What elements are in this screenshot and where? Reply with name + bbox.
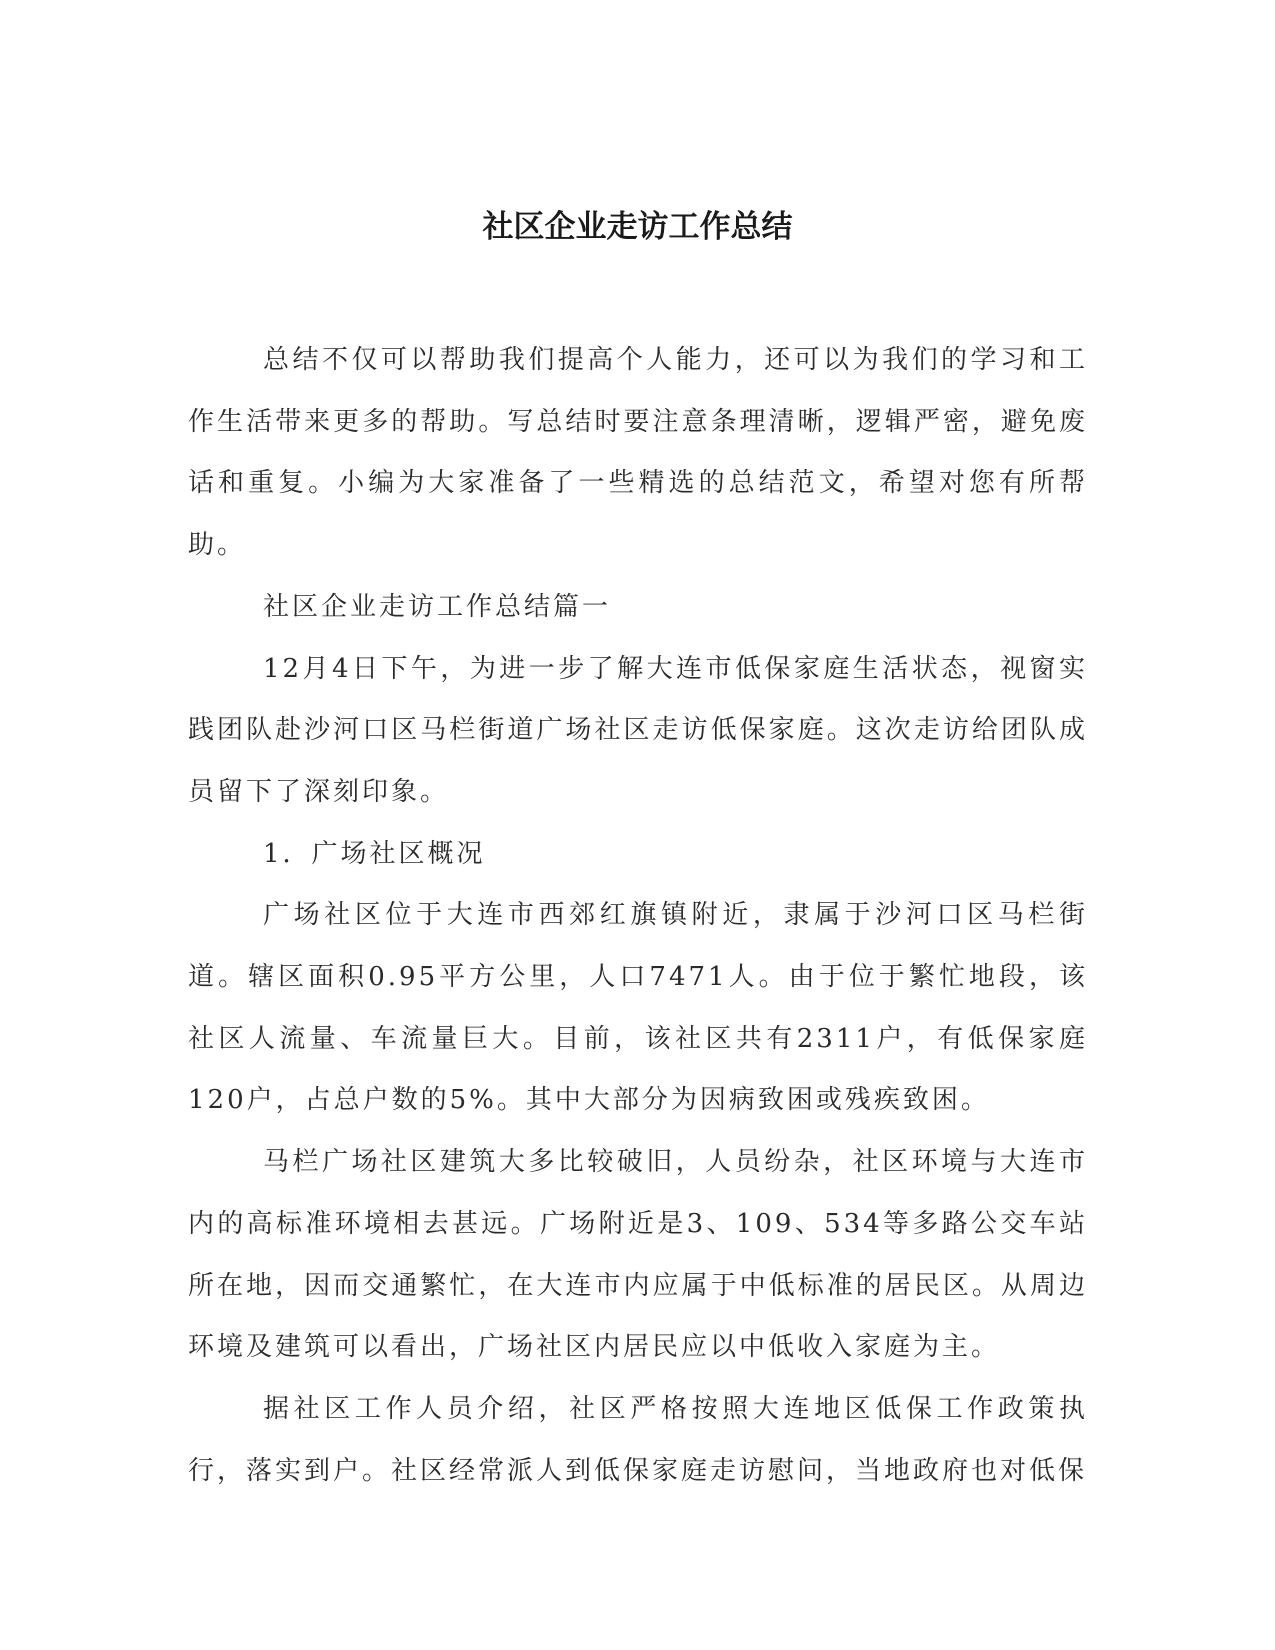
paragraph-visit: 12月4日下午，为进一步了解大连市低保家庭生活状态，视窗实践团队赴沙河口区马栏街道广场社区走访低保家庭。这次走访给团队成员留下了深刻印象。 <box>188 653 1088 807</box>
paragraph-policy: 据社区工作人员介绍，社区严格按照大连地区低保工作政策执行，落实到户。社区经常派人到低保家庭走访慰问，当地政府也对低保 <box>188 1393 1088 1486</box>
document-title: 社区企业走访工作总结 <box>482 209 793 245</box>
document-body <box>188 330 1088 1502</box>
paragraph-environment: 马栏广场社区建筑大多比较破旧，人员纷杂，社区环境与大连市内的高标准环境相去甚远。广场附近是3、109、534等多路公交车站所在地，因而交通繁忙，在大连市内应属于中低标准的居民区。从周边环境及建筑可以看出，广场社区内居民应以中低收入家庭为主。 <box>188 1147 1088 1363</box>
subsection-heading: 1．广场社区概况 <box>263 838 486 869</box>
paragraph-overview: 广场社区位于大连市西郊红旗镇附近，隶属于沙河口区马栏街道。辖区面积0.95平方公里，人口7471人。由于位于繁忙地段，该社区人流量、车流量巨大。目前，该社区共有2311户，有低保家庭120户，占总户数的5%。其中大部分为因病致困或残疾致困。 <box>188 900 1088 1116</box>
paragraph-intro: 总结不仅可以帮助我们提高个人能力，还可以为我们的学习和工作生活带来更多的帮助。写总结时要注意条理清晰，逻辑严密，避免废话和重复。小编为大家准备了一些精选的总结范文，希望对您有所帮助。 <box>188 345 1088 561</box>
section-heading: 社区企业走访工作总结篇一 <box>263 591 612 622</box>
